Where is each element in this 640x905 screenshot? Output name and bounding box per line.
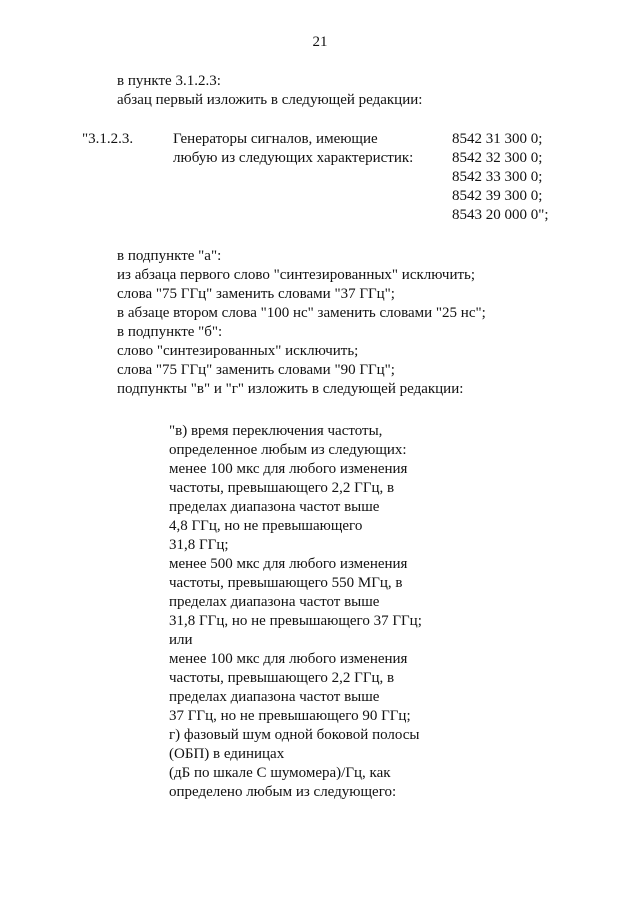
- quoted-line: 4,8 ГГц, но не превышающего: [169, 518, 363, 534]
- quoted-line: частоты, превышающего 550 МГц, в: [169, 575, 403, 591]
- amendments-block: [117, 247, 486, 399]
- intro-line: абзац первый изложить в следующей редакции:: [117, 92, 423, 108]
- quoted-text-block: [169, 422, 422, 802]
- quoted-line: менее 100 мкс для любого изменения: [169, 651, 408, 667]
- entry-title: [173, 130, 413, 168]
- quoted-line: частоты, превышающего 2,2 ГГц, в: [169, 670, 395, 686]
- quoted-line: менее 500 мкс для любого изменения: [169, 556, 408, 572]
- tn-ved-code: 8542 31 300 0;: [452, 131, 543, 147]
- quoted-line: (дБ по шкале С шумомера)/Гц, как: [169, 765, 391, 781]
- entry-title-line: Генераторы сигналов, имеющие: [173, 131, 378, 147]
- amendment-line: из абзаца первого слово "синтезированных" исключить;: [117, 267, 476, 283]
- entry-number: "3.1.2.3.: [82, 131, 134, 147]
- quoted-line: 31,8 ГГц, но не превышающего 37 ГГц;: [169, 613, 422, 629]
- quoted-line: 31,8 ГГц;: [169, 537, 229, 553]
- amendment-line: слова "75 ГГц" заменить словами "90 ГГц";: [117, 362, 395, 378]
- tn-ved-code: 8542 39 300 0;: [452, 188, 543, 204]
- entry-title-line: любую из следующих характеристик:: [173, 150, 414, 166]
- tn-ved-codes: [452, 130, 549, 225]
- amendment-line: в подпункте "а":: [117, 248, 222, 264]
- quoted-line: определенное любым из следующих:: [169, 442, 407, 458]
- page-number: 21: [312, 34, 328, 50]
- quoted-line: (ОБП) в единицах: [169, 746, 285, 762]
- amendment-line: слово "синтезированных" исключить;: [117, 343, 359, 359]
- quoted-line: пределах диапазона частот выше: [169, 689, 380, 705]
- intro-block: [117, 72, 422, 110]
- amendment-line: в абзаце втором слова "100 нс" заменить словами "25 нс";: [117, 305, 486, 321]
- tn-ved-code: 8543 20 000 0";: [452, 207, 549, 223]
- tn-ved-code: 8542 32 300 0;: [452, 150, 543, 166]
- quoted-line: "в) время переключения частоты,: [169, 423, 383, 439]
- quoted-line: 37 ГГц, но не превышающего 90 ГГц;: [169, 708, 411, 724]
- quoted-line: определено любым из следующего:: [169, 784, 397, 800]
- amendment-line: в подпункте "б":: [117, 324, 223, 340]
- quoted-line: пределах диапазона частот выше: [169, 594, 380, 610]
- tn-ved-code: 8542 33 300 0;: [452, 169, 543, 185]
- quoted-line: г) фазовый шум одной боковой полосы: [169, 727, 420, 743]
- quoted-line: частоты, превышающего 2,2 ГГц, в: [169, 480, 395, 496]
- amendment-line: подпункты "в" и "г" изложить в следующей редакции:: [117, 381, 464, 397]
- intro-line: в пункте 3.1.2.3:: [117, 73, 221, 89]
- quoted-line: пределах диапазона частот выше: [169, 499, 380, 515]
- amendment-line: слова "75 ГГц" заменить словами "37 ГГц";: [117, 286, 395, 302]
- quoted-line: менее 100 мкс для любого изменения: [169, 461, 408, 477]
- quoted-line: или: [169, 632, 193, 648]
